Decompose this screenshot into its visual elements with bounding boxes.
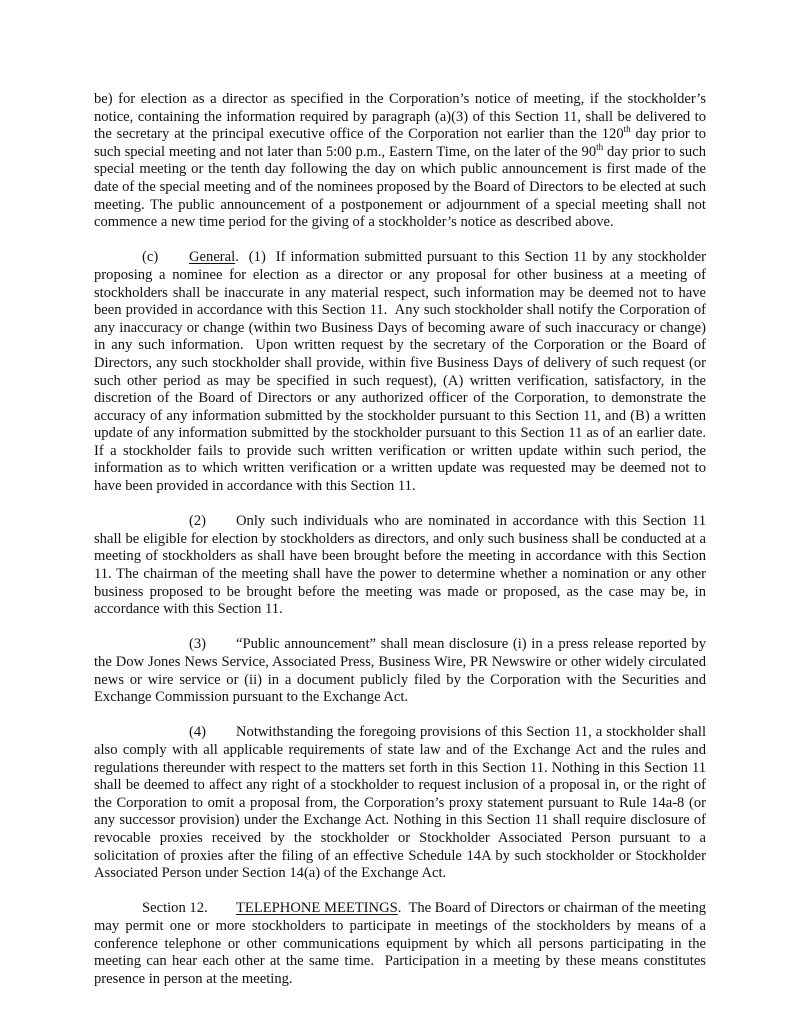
text: The Board of Directors or chairman of the meeting may permit one or more stockholders to participate in meetings of the stockholders by means of a conference telephone or other communications equipment by which all persons participating in the meeting can hear each other at the same time. Participation in a meeting by these means constitutes presence in person at the meeting. [94,900,710,987]
text: Only such individuals who are nominated in accordance with this Section 11 shall be eligible for election by stockholders as directors, and only such business shall be conducted at a meeting of stockholders as shall have been brought before the meeting in accordance with this Section 11. The chairman of the meeting shall have the power to determine whether a nomination or any other business proposed to be brought before the meeting was made or proposed, as the case may be, in accordance with this Section 11. [94,513,706,618]
paragraph-c-general [94,249,714,495]
paragraph-2 [94,513,706,619]
text: day prior to such special meeting and not later than 5:00 p.m., Eastern Time, on the later of the 90 [94,126,706,160]
text: . [235,249,239,266]
paragraph-label: (3) [189,636,207,653]
paragraph-label: (2) [189,513,207,530]
paragraph-label: (4) [189,724,207,741]
paragraph-3 [94,636,706,706]
paragraph-4 [94,724,706,882]
superscript: th [596,141,604,152]
superscript: th [623,124,631,135]
paragraph-label: (c) [142,249,159,266]
section-label: Section 12. [142,900,208,917]
text: . [397,900,402,917]
section-heading: General [189,249,236,266]
document-page [94,91,714,1006]
text: (1) If information submitted pursuant to this Section 11 by any stockholder proposing a nominee for election as a director or any proposal for other business at a meeting of stockholders shall be inaccurate in any material respect, such information may be deemed not to have been provided in accordance with this Section 11. Any such stockholder shall notify the Corporation of any inaccuracy or change (within two Business Days of becoming aware of such inaccuracy or change) in any such information. Upon written request by the secretary of the Corporation or the Board of Directors, any such stockholder shall provide, within five Business Days of delivery of such request (or such other period as may be specified in such request), (A) written verification, satisfactory, in the discretion of the Board of Directors or any authorized officer of the Corporation, to demonstrate the accuracy of any information submitted by the stockholder pursuant to this Section 11, and (B) a written update of any information submitted by the stockholder pursuant to this Section 11 as of an earlier date. If a stockholder fails to provide such written verification or written update within such period, the information as to which written verification or a written update was requested may be deemed not to have been provided in accordance with this Section 11. [94,249,714,495]
text: be) for election as a director as specified in the Corporation’s notice of meeting, if the stockholder’s notice, containing the information required by paragraph (a)(3) of this Section 11, shall be delivered to the secretary at the principal executive office of the Corporation not earlier than the 120 [94,91,706,143]
text: “Public announcement” shall mean disclosure (i) in a press release reported by the Dow Jones News Service, Associated Press, Business Wire, PR Newswire or other widely circulated news or wire service or (ii) in a document publicly filed by the Corporation with the Securities and Exchange Commission pursuant to the Exchange Act. [94,636,706,706]
text: day prior to such special meeting or the tenth day following the day on which public announcement is first made of the date of the special meeting and of the nominees proposed by the Board of Directors to be elected at such meeting. The public announcement of a postponement or adjournment of a special meeting shall not commence a new time period for the giving of a stockholder’s notice as described above. [94,143,706,231]
text: Notwithstanding the foregoing provisions of this Section 11, a stockholder shall also comply with all applicable requirements of state law and of the Exchange Act and the rules and regulations thereunder with respect to the matters set forth in this Section 11. Nothing in this Section 11 shall be deemed to affect any right of a stockholder to request inclusion of a proposal in, or the right of the Corporation to omit a proposal from, the Corporation’s proxy statement pursuant to Rule 14a-8 (or any successor provision) under the Exchange Act. Nothing in this Section 11 shall require disclosure of revocable proxies received by the stockholder or Stockholder Associated Person pursuant to a solicitation of proxies after the filing of an effective Schedule 14A by such stockholder or Stockholder Associated Person under Section 14(a) of the Exchange Act. [94,724,706,882]
paragraph-continuation [94,91,706,232]
section-12-telephone-meetings [94,900,710,988]
section-heading: TELEPHONE MEETINGS [236,900,398,917]
